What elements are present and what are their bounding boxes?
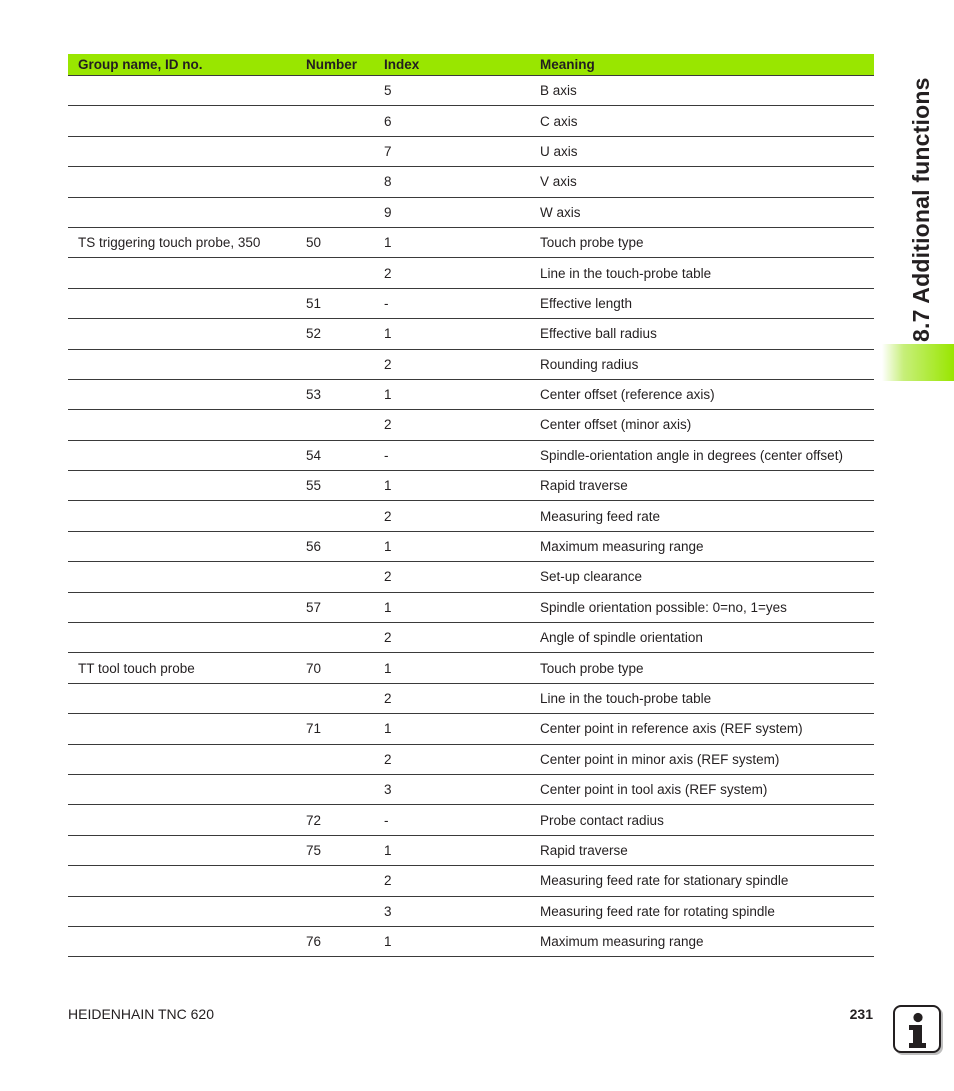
cell-group-name <box>68 531 306 561</box>
table-row <box>68 683 874 713</box>
table-row <box>68 258 874 288</box>
cell-meaning: Center point in tool axis (REF system) <box>540 774 874 804</box>
header-meaning: Meaning <box>540 54 874 76</box>
cell-index: 1 <box>384 471 540 501</box>
cell-meaning: Set-up clearance <box>540 562 874 592</box>
cell-index: 1 <box>384 926 540 956</box>
cell-number <box>306 258 384 288</box>
section-title: 8.7 Additional functions <box>908 77 934 342</box>
cell-index: 8 <box>384 167 540 197</box>
info-icon <box>893 1005 941 1053</box>
cell-number <box>306 106 384 136</box>
cell-index: 2 <box>384 258 540 288</box>
cell-index: - <box>384 805 540 835</box>
cell-meaning: Rapid traverse <box>540 835 874 865</box>
table-row <box>68 653 874 683</box>
table-row <box>68 319 874 349</box>
table-row <box>68 623 874 653</box>
cell-meaning: Measuring feed rate <box>540 501 874 531</box>
cell-index: 3 <box>384 774 540 804</box>
cell-number: 53 <box>306 379 384 409</box>
cell-number <box>306 774 384 804</box>
cell-number <box>306 136 384 166</box>
cell-number: 54 <box>306 440 384 470</box>
cell-number: 55 <box>306 471 384 501</box>
cell-index: 5 <box>384 76 540 106</box>
cell-number: 50 <box>306 227 384 257</box>
cell-meaning: B axis <box>540 76 874 106</box>
cell-index: 7 <box>384 136 540 166</box>
table-row <box>68 349 874 379</box>
cell-group-name <box>68 319 306 349</box>
table-row <box>68 714 874 744</box>
cell-meaning: Measuring feed rate for stationary spindle <box>540 866 874 896</box>
table-header-row <box>68 54 874 76</box>
cell-meaning: Maximum measuring range <box>540 531 874 561</box>
table-row <box>68 744 874 774</box>
cell-meaning: U axis <box>540 136 874 166</box>
table-row <box>68 106 874 136</box>
cell-group-name <box>68 288 306 318</box>
cell-index: - <box>384 440 540 470</box>
table-row <box>68 896 874 926</box>
cell-number: 51 <box>306 288 384 318</box>
cell-index: - <box>384 288 540 318</box>
cell-index: 1 <box>384 592 540 622</box>
cell-meaning: Center point in reference axis (REF system) <box>540 714 874 744</box>
cell-number: 57 <box>306 592 384 622</box>
cell-number: 56 <box>306 531 384 561</box>
cell-index: 2 <box>384 501 540 531</box>
cell-index: 6 <box>384 106 540 136</box>
table-row <box>68 562 874 592</box>
cell-number: 70 <box>306 653 384 683</box>
cell-meaning: Touch probe type <box>540 653 874 683</box>
parameter-table <box>68 54 874 957</box>
header-group-name: Group name, ID no. <box>68 54 306 76</box>
cell-number <box>306 76 384 106</box>
table-row <box>68 805 874 835</box>
cell-number: 76 <box>306 926 384 956</box>
cell-meaning: W axis <box>540 197 874 227</box>
cell-number <box>306 501 384 531</box>
cell-group-name <box>68 197 306 227</box>
table-row <box>68 926 874 956</box>
table-row <box>68 592 874 622</box>
cell-group-name <box>68 349 306 379</box>
cell-index: 2 <box>384 744 540 774</box>
cell-group-name <box>68 774 306 804</box>
cell-group-name <box>68 501 306 531</box>
cell-number <box>306 866 384 896</box>
table-row <box>68 227 874 257</box>
cell-number <box>306 623 384 653</box>
cell-group-name <box>68 76 306 106</box>
cell-group-name <box>68 167 306 197</box>
section-tab <box>882 344 954 381</box>
cell-group-name: TS triggering touch probe, 350 <box>68 227 306 257</box>
cell-group-name <box>68 136 306 166</box>
cell-meaning: Line in the touch-probe table <box>540 683 874 713</box>
cell-number: 52 <box>306 319 384 349</box>
cell-meaning: Line in the touch-probe table <box>540 258 874 288</box>
cell-meaning: V axis <box>540 167 874 197</box>
table-row <box>68 866 874 896</box>
info-glyph <box>895 1007 939 1051</box>
cell-meaning: Measuring feed rate for rotating spindle <box>540 896 874 926</box>
cell-meaning: C axis <box>540 106 874 136</box>
cell-index: 1 <box>384 653 540 683</box>
cell-index: 2 <box>384 623 540 653</box>
cell-index: 1 <box>384 319 540 349</box>
cell-group-name <box>68 258 306 288</box>
cell-group-name <box>68 379 306 409</box>
cell-meaning: Touch probe type <box>540 227 874 257</box>
cell-group-name <box>68 896 306 926</box>
table-row <box>68 531 874 561</box>
cell-meaning: Center offset (reference axis) <box>540 379 874 409</box>
cell-number <box>306 896 384 926</box>
cell-index: 2 <box>384 562 540 592</box>
cell-group-name <box>68 410 306 440</box>
cell-group-name <box>68 623 306 653</box>
cell-meaning: Maximum measuring range <box>540 926 874 956</box>
cell-index: 2 <box>384 866 540 896</box>
cell-group-name <box>68 744 306 774</box>
cell-index: 1 <box>384 531 540 561</box>
manual-title: HEIDENHAIN TNC 620 <box>68 1006 215 1022</box>
cell-index: 9 <box>384 197 540 227</box>
cell-number: 75 <box>306 835 384 865</box>
page-number: 231 <box>849 1006 873 1022</box>
table-row <box>68 471 874 501</box>
table-row <box>68 440 874 470</box>
cell-number <box>306 562 384 592</box>
cell-group-name <box>68 926 306 956</box>
table-row <box>68 410 874 440</box>
cell-number <box>306 683 384 713</box>
table-row <box>68 76 874 106</box>
cell-index: 3 <box>384 896 540 926</box>
cell-meaning: Probe contact radius <box>540 805 874 835</box>
cell-meaning: Effective ball radius <box>540 319 874 349</box>
table-row <box>68 379 874 409</box>
cell-group-name: TT tool touch probe <box>68 653 306 683</box>
cell-meaning: Spindle orientation possible: 0=no, 1=yes <box>540 592 874 622</box>
cell-group-name <box>68 471 306 501</box>
cell-group-name <box>68 440 306 470</box>
header-index: Index <box>384 54 540 76</box>
cell-group-name <box>68 683 306 713</box>
cell-index: 1 <box>384 227 540 257</box>
table-row <box>68 501 874 531</box>
cell-index: 2 <box>384 683 540 713</box>
table-row <box>68 197 874 227</box>
cell-number <box>306 167 384 197</box>
cell-number: 72 <box>306 805 384 835</box>
cell-number <box>306 744 384 774</box>
cell-meaning: Center point in minor axis (REF system) <box>540 744 874 774</box>
cell-meaning: Angle of spindle orientation <box>540 623 874 653</box>
table-body <box>68 76 874 957</box>
cell-meaning: Effective length <box>540 288 874 318</box>
table-row <box>68 774 874 804</box>
cell-meaning: Spindle-orientation angle in degrees (center offset) <box>540 440 874 470</box>
cell-index: 1 <box>384 379 540 409</box>
cell-group-name <box>68 866 306 896</box>
cell-group-name <box>68 714 306 744</box>
cell-group-name <box>68 562 306 592</box>
cell-index: 1 <box>384 835 540 865</box>
table-row <box>68 136 874 166</box>
cell-index: 2 <box>384 349 540 379</box>
cell-group-name <box>68 805 306 835</box>
table-row <box>68 167 874 197</box>
cell-number <box>306 349 384 379</box>
cell-meaning: Rapid traverse <box>540 471 874 501</box>
cell-number <box>306 410 384 440</box>
cell-number: 71 <box>306 714 384 744</box>
cell-index: 2 <box>384 410 540 440</box>
cell-group-name <box>68 106 306 136</box>
cell-meaning: Center offset (minor axis) <box>540 410 874 440</box>
cell-number <box>306 197 384 227</box>
table-row <box>68 288 874 318</box>
header-number: Number <box>306 54 384 76</box>
cell-index: 1 <box>384 714 540 744</box>
cell-group-name <box>68 835 306 865</box>
table-row <box>68 835 874 865</box>
cell-meaning: Rounding radius <box>540 349 874 379</box>
cell-group-name <box>68 592 306 622</box>
